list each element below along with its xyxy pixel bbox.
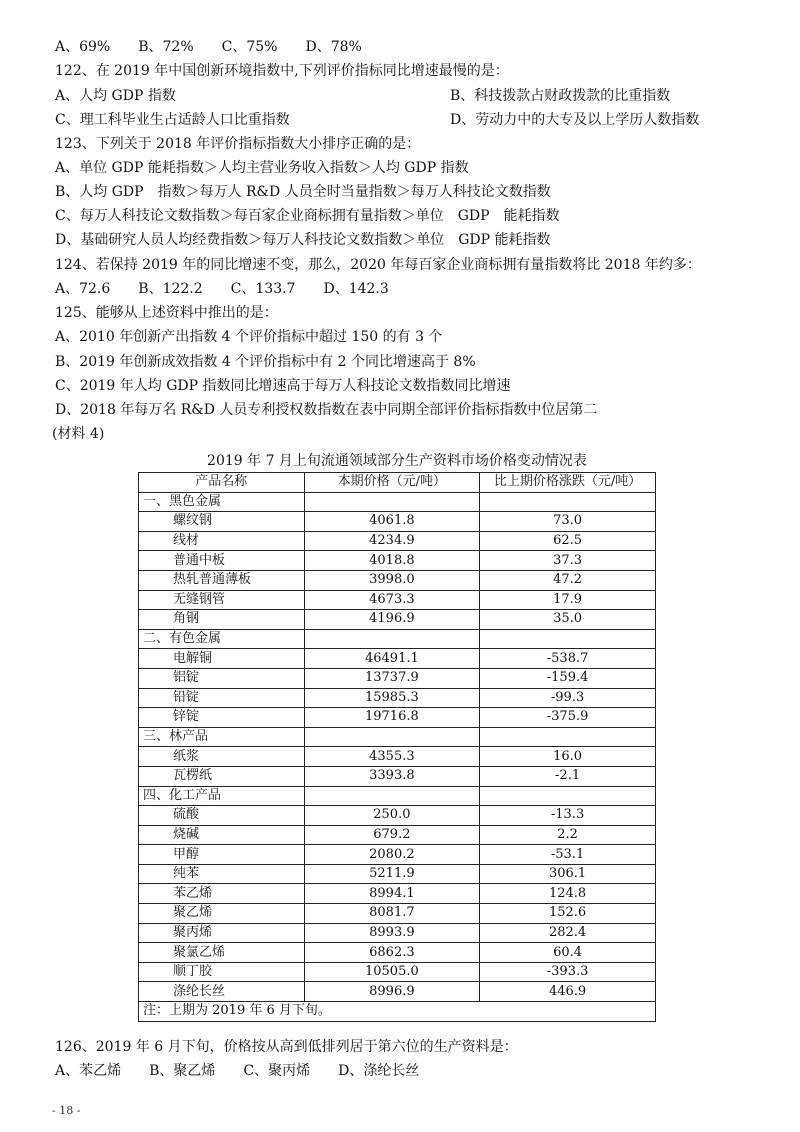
table-row bbox=[139, 512, 656, 532]
price-change: 17.9 bbox=[480, 590, 656, 610]
q124-option-a: A、72.6 bbox=[55, 281, 111, 297]
current-price: 8993.9 bbox=[304, 923, 480, 943]
header-change: 比上期价格涨跌（元/吨） bbox=[480, 473, 656, 493]
product-name: 聚乙烯 bbox=[139, 904, 305, 924]
empty-cell bbox=[480, 727, 656, 747]
material-label: (材料 4) bbox=[52, 426, 105, 442]
q122-option-d: D、劳动力中的大专及以上学历人数指数 bbox=[450, 112, 700, 128]
q122-options-row2 bbox=[55, 111, 755, 129]
current-price: 46491.1 bbox=[304, 649, 480, 669]
q125-question: 125、能够从上述资料中推出的是： bbox=[55, 305, 278, 321]
current-price: 2080.2 bbox=[304, 845, 480, 865]
current-price: 4234.9 bbox=[304, 531, 480, 551]
product-name: 线材 bbox=[139, 531, 305, 551]
q124-option-c: C、133.7 bbox=[230, 281, 296, 297]
table-row bbox=[139, 688, 656, 708]
table-row bbox=[139, 845, 656, 865]
current-price: 4355.3 bbox=[304, 747, 480, 767]
current-price: 8081.7 bbox=[304, 904, 480, 924]
price-change: 60.4 bbox=[480, 943, 656, 963]
price-change: 124.8 bbox=[480, 884, 656, 904]
table-row bbox=[139, 884, 656, 904]
price-table bbox=[138, 472, 656, 1022]
q123-option-a: A、单位 GDP 能耗指数＞人均主营业务收入指数＞人均 GDP 指数 bbox=[55, 160, 469, 176]
product-name: 硫酸 bbox=[139, 806, 305, 826]
product-name: 普通中板 bbox=[139, 551, 305, 571]
header-product: 产品名称 bbox=[139, 473, 305, 493]
page-number: - 18 - bbox=[52, 1104, 81, 1117]
table-row bbox=[139, 825, 656, 845]
q125-option-c: C、2019 年人均 GDP 指数同比增速高于每万人科技论文数指数同比增速 bbox=[55, 378, 511, 394]
q122-option-b: B、科技拨款占财政拨款的比重指数 bbox=[450, 88, 671, 104]
product-name: 甲醇 bbox=[139, 845, 305, 865]
price-change: -2.1 bbox=[480, 766, 656, 786]
table-row bbox=[139, 806, 656, 826]
q126-options bbox=[55, 1062, 447, 1080]
price-change: 152.6 bbox=[480, 904, 656, 924]
price-change: 47.2 bbox=[480, 570, 656, 590]
table-row bbox=[139, 962, 656, 982]
table-note-row bbox=[139, 1002, 656, 1022]
current-price: 4061.8 bbox=[304, 512, 480, 532]
empty-cell bbox=[304, 492, 480, 512]
table-category-row bbox=[139, 629, 656, 649]
price-change: -375.9 bbox=[480, 708, 656, 728]
table-row bbox=[139, 570, 656, 590]
q122-option-a: A、人均 GDP 指数 bbox=[55, 88, 176, 104]
q125-option-b: B、2019 年创新成效指数 4 个评价指标中有 2 个同比增速高于 8% bbox=[55, 354, 476, 370]
table-row bbox=[139, 982, 656, 1002]
q124-question: 124、若保持 2019 年的同比增速不变，那么，2020 年每百家企业商标拥有量指数将比 2018 年约多： bbox=[55, 257, 701, 273]
table-row bbox=[139, 590, 656, 610]
q123-question: 123、下列关于 2018 年评价指标指数大小排序正确的是： bbox=[55, 136, 421, 152]
empty-cell bbox=[480, 786, 656, 806]
q121-options bbox=[55, 38, 390, 56]
price-change: 35.0 bbox=[480, 610, 656, 630]
q122-question: 122、在 2019 年中国创新环境指数中,下列评价指标同比增速最慢的是： bbox=[55, 63, 509, 79]
product-name: 涤纶长丝 bbox=[139, 982, 305, 1002]
product-name: 烧碱 bbox=[139, 825, 305, 845]
q123-option-d: D、基础研究人员人均经费指数＞每万人科技论文数指数＞单位 GDP 能耗指数 bbox=[55, 232, 551, 248]
product-name: 聚丙烯 bbox=[139, 923, 305, 943]
price-change: 306.1 bbox=[480, 864, 656, 884]
table-row bbox=[139, 943, 656, 963]
product-name: 顺丁胶 bbox=[139, 962, 305, 982]
empty-cell bbox=[304, 629, 480, 649]
current-price: 3393.8 bbox=[304, 766, 480, 786]
product-name: 铝锭 bbox=[139, 668, 305, 688]
table-row bbox=[139, 668, 656, 688]
current-price: 15985.3 bbox=[304, 688, 480, 708]
product-name: 角钢 bbox=[139, 610, 305, 630]
q121-option-b: B、72% bbox=[138, 39, 194, 55]
current-price: 10505.0 bbox=[304, 962, 480, 982]
current-price: 6862.3 bbox=[304, 943, 480, 963]
q122-options-row1 bbox=[55, 87, 755, 105]
price-change: 37.3 bbox=[480, 551, 656, 571]
category-label: 二、有色金属 bbox=[139, 629, 305, 649]
product-name: 锌锭 bbox=[139, 708, 305, 728]
price-change: 62.5 bbox=[480, 531, 656, 551]
product-name: 瓦楞纸 bbox=[139, 766, 305, 786]
price-change: -13.3 bbox=[480, 806, 656, 826]
price-change: -99.3 bbox=[480, 688, 656, 708]
empty-cell bbox=[480, 492, 656, 512]
q121-option-c: C、75% bbox=[221, 39, 278, 55]
price-change: 446.9 bbox=[480, 982, 656, 1002]
price-change: 16.0 bbox=[480, 747, 656, 767]
table-row bbox=[139, 904, 656, 924]
price-change: -538.7 bbox=[480, 649, 656, 669]
current-price: 19716.8 bbox=[304, 708, 480, 728]
q126-question: 126、2019 年 6 月下旬，价格按从高到低排列居于第六位的生产资料是： bbox=[55, 1039, 518, 1055]
table-body bbox=[139, 492, 656, 1001]
product-name: 无缝钢管 bbox=[139, 590, 305, 610]
q125-option-a: A、2010 年创新产出指数 4 个评价指标中超过 150 的有 3 个 bbox=[55, 329, 443, 345]
product-name: 聚氯乙烯 bbox=[139, 943, 305, 963]
current-price: 5211.9 bbox=[304, 864, 480, 884]
q123-option-b: B、人均 GDP 指数＞每万人 R&D 人员全时当量指数＞每万人科技论文数指数 bbox=[55, 184, 551, 200]
price-change: -159.4 bbox=[480, 668, 656, 688]
table-note: 注：上期为 2019 年 6 月下旬。 bbox=[139, 1002, 656, 1022]
table-row bbox=[139, 610, 656, 630]
category-label: 一、黑色金属 bbox=[139, 492, 305, 512]
q121-option-a: A、69% bbox=[55, 39, 111, 55]
price-change: 2.2 bbox=[480, 825, 656, 845]
empty-cell bbox=[480, 629, 656, 649]
product-name: 铅锭 bbox=[139, 688, 305, 708]
product-name: 纸浆 bbox=[139, 747, 305, 767]
table-row bbox=[139, 649, 656, 669]
category-label: 四、化工产品 bbox=[139, 786, 305, 806]
product-name: 热轧普通薄板 bbox=[139, 570, 305, 590]
q125-option-d: D、2018 年每万名 R&D 人员专利授权数指数在表中同期全部评价指标指数中位居第二 bbox=[55, 402, 598, 418]
current-price: 4196.9 bbox=[304, 610, 480, 630]
table-row bbox=[139, 531, 656, 551]
price-change: 282.4 bbox=[480, 923, 656, 943]
q126-option-c: C、聚丙烯 bbox=[243, 1063, 311, 1079]
current-price: 13737.9 bbox=[304, 668, 480, 688]
table-category-row bbox=[139, 786, 656, 806]
table-row bbox=[139, 923, 656, 943]
empty-cell bbox=[304, 727, 480, 747]
q121-option-d: D、78% bbox=[305, 39, 362, 55]
product-name: 纯苯 bbox=[139, 864, 305, 884]
q124-option-b: B、122.2 bbox=[138, 281, 203, 297]
q124-options bbox=[55, 280, 417, 298]
current-price: 8996.9 bbox=[304, 982, 480, 1002]
q122-option-c: C、理工科毕业生占适龄人口比重指数 bbox=[55, 112, 290, 128]
table-category-row bbox=[139, 727, 656, 747]
q126-option-a: A、苯乙烯 bbox=[55, 1063, 122, 1079]
current-price: 250.0 bbox=[304, 806, 480, 826]
current-price: 3998.0 bbox=[304, 570, 480, 590]
table-row bbox=[139, 708, 656, 728]
q126-option-b: B、聚乙烯 bbox=[149, 1063, 216, 1079]
price-change: -393.3 bbox=[480, 962, 656, 982]
table-row bbox=[139, 766, 656, 786]
table-category-row bbox=[139, 492, 656, 512]
current-price: 679.2 bbox=[304, 825, 480, 845]
table-row bbox=[139, 747, 656, 767]
current-price: 4673.3 bbox=[304, 590, 480, 610]
product-name: 电解铜 bbox=[139, 649, 305, 669]
product-name: 螺纹钢 bbox=[139, 512, 305, 532]
table-row bbox=[139, 864, 656, 884]
table-title: 2019 年 7 月上旬流通领域部分生产资料市场价格变动情况表 bbox=[207, 453, 587, 469]
price-change: -53.1 bbox=[480, 845, 656, 865]
table-header-row bbox=[139, 473, 656, 493]
empty-cell bbox=[304, 786, 480, 806]
table-row bbox=[139, 551, 656, 571]
q124-option-d: D、142.3 bbox=[323, 281, 389, 297]
category-label: 三、林产品 bbox=[139, 727, 305, 747]
product-name: 苯乙烯 bbox=[139, 884, 305, 904]
price-change: 73.0 bbox=[480, 512, 656, 532]
q123-option-c: C、每万人科技论文数指数＞每百家企业商标拥有量指数＞单位 GDP 能耗指数 bbox=[55, 208, 560, 224]
current-price: 4018.8 bbox=[304, 551, 480, 571]
q126-option-d: D、涤纶长丝 bbox=[338, 1063, 420, 1079]
header-price: 本期价格（元/吨） bbox=[304, 473, 480, 493]
current-price: 8994.1 bbox=[304, 884, 480, 904]
